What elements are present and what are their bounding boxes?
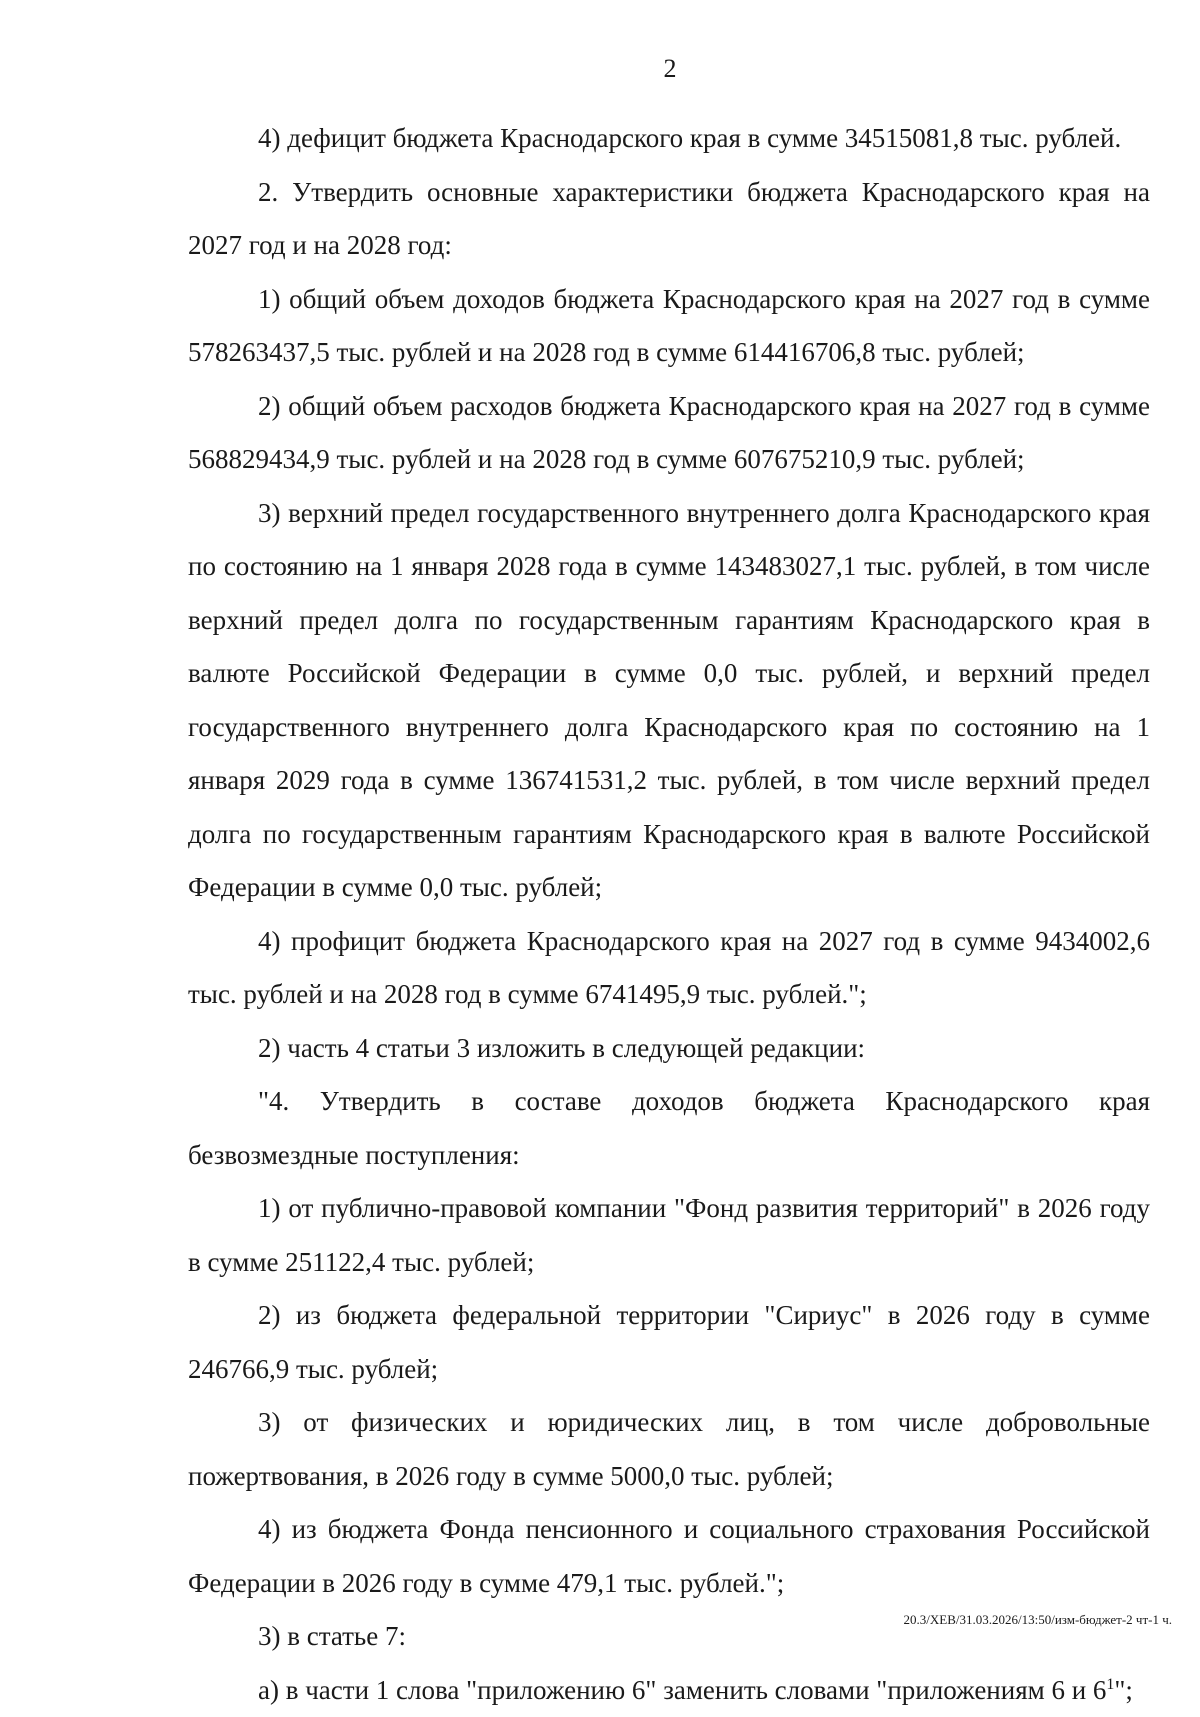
last-paragraph-text: а) в части 1 слова "приложению 6" заменить словами "приложениям 6 и 6 — [258, 1675, 1106, 1705]
paragraph: 1) от публично-правовой компании "Фонд развития территорий" в 2026 году в сумме 251122,4 тыс. рублей; — [188, 1182, 1150, 1289]
paragraph: 2) общий объем расходов бюджета Краснодарского края на 2027 год в сумме 568829434,9 тыс. рублей и на 2028 год в сумме 607675210,9 тыс. рублей; — [188, 380, 1150, 487]
paragraph: 2) из бюджета федеральной территории "Сириус" в 2026 году в сумме 246766,9 тыс. рублей; — [188, 1289, 1150, 1396]
paragraph: 4) дефицит бюджета Краснодарского края в сумме 34515081,8 тыс. рублей. — [188, 112, 1150, 166]
footer-stamp: 20.3/ХЕВ/31.03.2026/13:50/изм-бюджет-2 чт-1 ч. — [904, 1612, 1172, 1628]
paragraph: 3) от физических и юридических лиц, в том числе добровольные пожертвования, в 2026 году в сумме 5000,0 тыс. рублей; — [188, 1396, 1150, 1503]
paragraph: 4) профицит бюджета Краснодарского края на 2027 год в сумме 9434002,6 тыс. рублей и на 2028 год в сумме 6741495,9 тыс. рублей."; — [188, 915, 1150, 1022]
paragraph: 1) общий объем доходов бюджета Краснодарского края на 2027 год в сумме 578263437,5 тыс. рублей и на 2028 год в сумме 614416706,8 тыс. рублей; — [188, 273, 1150, 380]
paragraph: 3) в статье 7: — [188, 1610, 1150, 1664]
paragraph: 2. Утвердить основные характеристики бюджета Краснодарского края на 2027 год и на 2028 год: — [188, 166, 1150, 273]
paragraph: "4. Утвердить в составе доходов бюджета Краснодарского края безвозмездные поступления: — [188, 1075, 1150, 1182]
paragraph: 3) верхний предел государственного внутреннего долга Краснодарского края по состоянию на 1 января 2028 года в сумме 143483027,1 тыс. рублей, в том числе верхний предел долга по государственным гарантиям Краснодарского края в валюте Российской Федерации в сумме 0,0 тыс. рублей, и верхний предел государственного внутреннего долга Краснодарского края по состоянию на 1 января 2029 года в сумме 136741531,2 тыс. рублей, в том числе верхний предел долга по государственным гарантиям Краснодарского края в валюте Российской Федерации в сумме 0,0 тыс. рублей; — [188, 487, 1150, 915]
document-body — [188, 112, 1150, 1717]
paragraph: 4) из бюджета Фонда пенсионного и социального страхования Российской Федерации в 2026 году в сумме 479,1 тыс. рублей."; — [188, 1503, 1150, 1610]
last-paragraph-suffix: "; — [1114, 1675, 1133, 1705]
paragraph: 2) часть 4 статьи 3 изложить в следующей редакции: — [188, 1022, 1150, 1076]
paragraph-last — [188, 1664, 1150, 1717]
superscript: 1 — [1106, 1676, 1114, 1693]
page-number: 2 — [0, 54, 1200, 84]
